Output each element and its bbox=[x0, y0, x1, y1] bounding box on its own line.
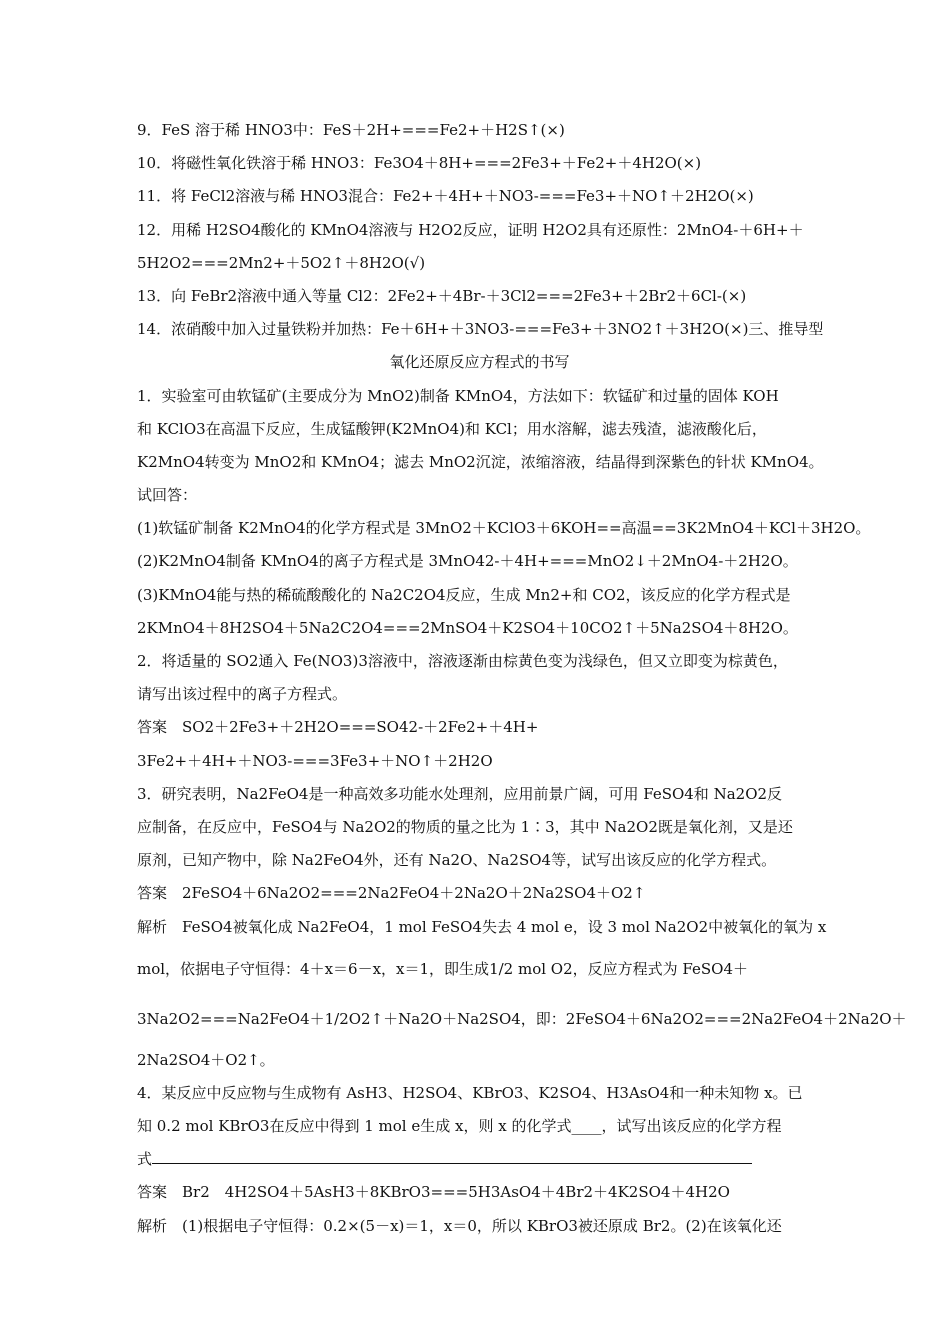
question-3-line-1: 3．研究表明，Na2FeO4是一种高效多功能水处理剂，应用前景广阔，可用 FeSO4和 Na2O2反 bbox=[137, 784, 783, 803]
question-4-line-1: 4．某反应中反应物与生成物有 AsH3、H2SO4、KBrO3、K2SO4、H3AsO4和一种未知物 x。已 bbox=[137, 1083, 803, 1102]
question-3-line-3: 原剂，已知产物中，除 Na2FeO4外，还有 Na2O、Na2SO4等，试写出该反应的化学方程式。 bbox=[137, 851, 777, 870]
question-1-part-3-line-1: (3)KMnO4能与热的稀硫酸酸化的 Na2C2O4反应，生成 Mn2+和 CO2，该反应的化学方程式是 bbox=[137, 585, 791, 604]
question-1-part-1: (1)软锰矿制备 K2MnO4的化学方程式是 3MnO2＋KClO3＋6KOH==高温==3K2MnO4＋KCl＋3H2O。 bbox=[137, 519, 871, 538]
question-1-part-3-line-2: 2KMnO4＋8H2SO4＋5Na2C2O4===2MnSO4＋K2SO4＋10CO2↑＋5Na2SO4＋8H2O。 bbox=[137, 618, 798, 637]
answer-2-line-2: 3Fe2+＋4H+＋NO3-===3Fe3+＋NO↑＋2H2O bbox=[137, 751, 493, 770]
question-4-line-3-text: 式 bbox=[137, 1150, 153, 1169]
question-1-part-2: (2)K2MnO4制备 KMnO4的离子方程式是 3MnO42-＋4H+===MnO2↓＋2MnO4-＋2H2O。 bbox=[137, 552, 798, 571]
question-1-line-4: 试回答： bbox=[137, 486, 198, 505]
answer-3: 答案 2FeSO4＋6Na2O2===2Na2FeO4＋2Na2O＋2Na2SO4＋O2↑ bbox=[137, 884, 646, 903]
question-4-line-3 bbox=[137, 1143, 822, 1176]
question-2-line-2: 请写出该过程中的离子方程式。 bbox=[137, 685, 348, 704]
answer-2-line-1: 答案 SO2＋2Fe3+＋2H2O===SO42-＋2Fe2+＋4H+ bbox=[137, 718, 539, 737]
question-3-line-2: 应制备，在反应中，FeSO4与 Na2O2的物质的量之比为 1∶3，其中 Na2O2既是氧化剂，又是还 bbox=[137, 817, 793, 836]
analysis-3-line-1: 解析 FeSO4被氧化成 Na2FeO4，1 mol FeSO4失去 4 mol e，设 3 mol Na2O2中被氧化的氧为 x bbox=[137, 917, 827, 936]
analysis-3-line-3: 3Na2O2===Na2FeO4＋1/2O2↑＋Na2O＋Na2SO4，即：2FeSO4＋6Na2O2===2Na2FeO4＋2Na2O＋ bbox=[137, 1009, 907, 1028]
analysis-3-line-4: 2Na2SO4＋O2↑。 bbox=[137, 1050, 275, 1069]
section-heading: 氧化还原反应方程式的书写 bbox=[389, 353, 570, 372]
item-13: 13．向 FeBr2溶液中通入等量 Cl2：2Fe2+＋4Br-＋3Cl2===2Fe3+＋2Br2＋6Cl-(×) bbox=[137, 286, 747, 305]
question-4-line-2: 知 0.2 mol KBrO3在反应中得到 1 mol e生成 x，则 x 的化学式____，试写出该反应的化学方程 bbox=[137, 1117, 782, 1136]
item-12-line-1: 12．用稀 H2SO4酸化的 KMnO4溶液与 H2O2反应，证明 H2O2具有还原性：2MnO4-＋6H+＋ bbox=[137, 220, 804, 239]
item-12-line-2: 5H2O2===2Mn2+＋5O2↑＋8H2O(√) bbox=[137, 253, 426, 272]
item-9: 9．FeS 溶于稀 HNO3中：FeS＋2H+===Fe2+＋H2S↑(×) bbox=[137, 121, 565, 139]
answer-4: 答案 Br2 4H2SO4＋5AsH3＋8KBrO3===5H3AsO4＋4Br2＋4K2SO4＋4H2O bbox=[137, 1183, 730, 1202]
question-1-line-3: K2MnO4转变为 MnO2和 KMnO4；滤去 MnO2沉淀，浓缩溶液，结晶得到深紫色的针状 KMnO4。 bbox=[137, 452, 824, 471]
analysis-4: 解析 (1)根据电子守恒得：0.2×(5－x)＝1，x＝0，所以 KBrO3被还原成 Br2。(2)在该氧化还 bbox=[137, 1216, 782, 1235]
answer-blank-line bbox=[152, 1149, 752, 1164]
item-10: 10．将磁性氧化铁溶于稀 HNO3：Fe3O4＋8H+===2Fe3+＋Fe2+＋4H2O(×) bbox=[137, 154, 702, 173]
item-11: 11．将 FeCl2溶液与稀 HNO3混合：Fe2+＋4H+＋NO3-===Fe3+＋NO↑＋2H2O(×) bbox=[137, 187, 754, 206]
question-2-line-1: 2．将适量的 SO2通入 Fe(NO3)3溶液中，溶液逐渐由棕黄色变为浅绿色，但又立即变为棕黄色， bbox=[137, 652, 788, 670]
question-1-line-1: 1．实验室可由软锰矿(主要成分为 MnO2)制备 KMnO4，方法如下：软锰矿和过量的固体 KOH bbox=[137, 386, 779, 405]
item-14: 14．浓硝酸中加入过量铁粉并加热：Fe＋6H+＋3NO3-===Fe3+＋3NO2↑＋3H2O(×)三、推导型 bbox=[137, 320, 824, 339]
question-1-line-2: 和 KClO3在高温下反应，生成锰酸钾(K2MnO4)和 KCl；用水溶解，滤去残渣，滤液酸化后， bbox=[137, 419, 767, 438]
analysis-3-line-2: mol，依据电子守恒得：4＋x＝6－x，x＝1，即生成1/2 mol O2，反应方程式为 FeSO4＋ bbox=[137, 959, 748, 978]
